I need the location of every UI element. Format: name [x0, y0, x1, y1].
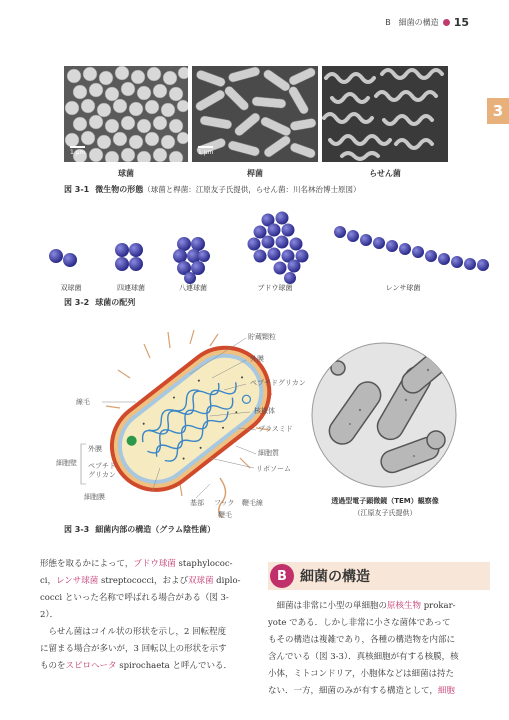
staph-cell: [276, 212, 289, 225]
text-line: ない．一方，細菌のみが有する構造として，細胞: [268, 686, 455, 696]
staph-cell: [268, 224, 281, 237]
fig32-number: 図 3-2: [64, 298, 90, 307]
scale-bar-bacilli: 1 μm: [198, 146, 213, 156]
tetrad-cell: [129, 243, 143, 257]
staph-cell: [274, 262, 287, 275]
annotation-flagellum: 鞭毛: [218, 511, 232, 519]
text-line: に留まる場合が多いが，3 回転以上の形状を示す: [40, 644, 227, 654]
text-line: らせん菌はコイル状の形状を示し，2 回転程度: [40, 627, 227, 637]
text-line: ci，レンサ球菌 streptococci，および双球菌 diplo-: [40, 576, 241, 586]
strep-cell: [373, 237, 385, 249]
strep-cell: [412, 246, 424, 258]
text-line: 2）．: [40, 610, 59, 620]
strep-cell: [386, 240, 398, 252]
annotation-ribosome: リボソーム: [256, 465, 291, 473]
photo-label-cocci: 球菌: [118, 169, 134, 178]
annotation-cell-membrane: 細胞膜: [84, 493, 105, 501]
fig33-title: 細菌内部の構造（グラム陰性菌）: [95, 525, 216, 534]
text-line: ものをスピロヘータ spirochaeta と呼んでいる．: [40, 661, 232, 671]
staph-cell: [248, 238, 261, 251]
label-diplococci: 双球菌: [60, 284, 82, 292]
annotation-outer-membrane: 外膜: [250, 355, 264, 363]
text-line: 細菌は非常に小型の単細胞の原核生物 prokar-: [268, 601, 456, 611]
bacterium-structure-diagram: [60, 318, 340, 518]
fig33-caption: [64, 524, 215, 535]
spirilla-sem-image: [322, 66, 448, 162]
annotation-peptidoglycan: ペプチドグリカン: [250, 379, 306, 387]
text-line: もその構造は複雑であり，各種の構造物を内部に: [268, 635, 456, 645]
annotation-cell-wall: 細胞壁: [56, 459, 77, 467]
section-heading: [268, 562, 490, 590]
label-tetrads: 四連球菌: [117, 284, 145, 292]
strep-cell: [477, 259, 489, 271]
fig31-note: （球菌と桿菌：江原友子氏提供，らせん菌：川名林治博士原図）: [143, 185, 361, 194]
tem-title: 透過型電子顕微鏡（TEM）観察像: [331, 497, 439, 505]
staph-cell: [268, 248, 281, 261]
strep-cell: [464, 258, 476, 270]
fig32-title: 球菌の配列: [95, 298, 136, 307]
tetrad-cell: [115, 257, 129, 271]
strep-cell: [425, 250, 437, 262]
staph-cell: [262, 236, 275, 249]
photo-cocci: [64, 66, 188, 162]
photo-label-spirilla: らせん菌: [369, 169, 401, 178]
annotation-pilus: 線毛: [76, 398, 90, 406]
staph-cell: [288, 260, 301, 273]
strep-cell: [334, 226, 346, 238]
header-dot-icon: [443, 19, 450, 26]
cell-wall-bracket: [78, 442, 88, 486]
annotation-plasmid: プラスミド: [258, 425, 293, 433]
fig32-caption: [64, 297, 135, 308]
section-title: 細菌の構造: [300, 569, 370, 585]
sarcina-cell: [191, 237, 205, 251]
fig31-number: 図 3-1: [64, 185, 90, 194]
chapter-tab: 3: [487, 98, 509, 124]
tetrad-cell: [115, 243, 129, 257]
strep-cell: [347, 230, 359, 242]
photo-label-bacilli: 桿菌: [247, 169, 263, 178]
text-line: yote である．しかし非常に小さな菌体であって: [268, 618, 451, 628]
annotation-granule: 貯蔵顆粒: [248, 333, 276, 341]
label-staphylococci: ブドウ球菌: [257, 284, 293, 292]
strep-cell: [451, 256, 463, 268]
diplococcus-cell: [63, 253, 77, 267]
page-number: 15: [453, 16, 469, 29]
photo-bacilli: [192, 66, 318, 162]
tem-image: [310, 340, 458, 490]
scale-bar-cocci: 1 μm: [70, 146, 85, 156]
coccus-arrangement-diagram: [40, 208, 490, 284]
annotation-peptidoglycan-2: ペプチド グリカン: [88, 462, 116, 479]
strep-cell: [360, 234, 372, 246]
text-line: 小体，ミトコンドリア，小胞体などは細菌は持た: [268, 669, 454, 679]
text-line: 含んでいる（図 3-3）．真核細胞が有する核膜，核: [268, 652, 459, 662]
sarcina-cell: [173, 249, 187, 263]
fig33-number: 図 3-3: [64, 525, 90, 534]
sarcina-cell: [177, 237, 191, 251]
strep-cell: [399, 243, 411, 255]
staph-cell: [254, 250, 267, 263]
right-column-text: [268, 598, 492, 700]
tem-credit: （江原友子氏提供）: [353, 509, 417, 517]
label-streptococci: レンサ球菌: [385, 284, 421, 292]
photo-spirilla: [322, 66, 448, 162]
tetrad-cell: [129, 257, 143, 271]
sarcina-cell: [198, 250, 210, 262]
header-section: B 細菌の構造: [385, 18, 439, 27]
staph-cell: [290, 238, 303, 251]
label-sarcina: 八連球菌: [179, 284, 207, 292]
staph-cell: [282, 224, 295, 237]
annotation-outer-membrane-2: 外膜: [88, 445, 102, 453]
left-column-text: [40, 556, 258, 675]
annotation-cytoplasm: 細胞質: [258, 449, 279, 457]
diplococcus-cell: [49, 249, 63, 263]
annotation-hook: フック: [214, 499, 235, 507]
annotation-flagellar-filament: 鞭毛線: [242, 499, 263, 507]
strep-cell: [438, 253, 450, 265]
fig31-caption: [64, 184, 361, 195]
text-line: 形態を取るかによって，ブドウ球菌 staphylococ-: [40, 559, 233, 569]
annotation-basal: 基部: [190, 499, 204, 507]
section-letter-badge: B: [270, 564, 294, 588]
annotation-nucleoid: 核様体: [254, 407, 275, 415]
running-header: [385, 16, 469, 29]
fig31-title: 微生物の形態: [95, 185, 144, 194]
text-line: cocci といった名称で呼ばれる場合がある（図 3-: [40, 593, 229, 603]
staph-cell: [276, 236, 289, 249]
